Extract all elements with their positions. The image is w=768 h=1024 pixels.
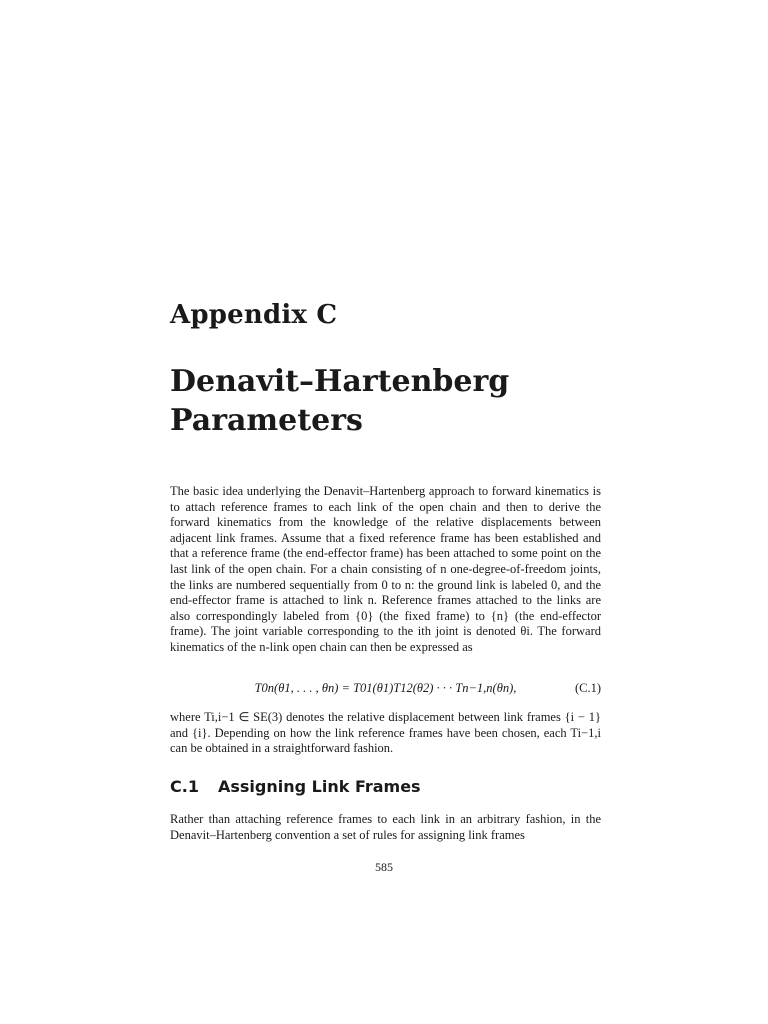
after-equation-text: where Ti,i−1 ∈ SE(3) denotes the relative displacement between link frames {i − 1} and {i}. Depending on how the link reference frames have been chosen, each Ti−1,i can be obtained in a straightforward fashion. bbox=[170, 710, 601, 756]
section-intro-paragraph bbox=[170, 812, 601, 843]
chapter-title: Denavit–Hartenberg Parameters bbox=[170, 364, 510, 438]
section-intro-text: Rather than attaching reference frames to each link in an arbitrary fashion, in the Denavit–Hartenberg convention a set of rules for assigning link frames bbox=[170, 812, 601, 842]
after-equation-paragraph bbox=[170, 710, 601, 757]
section-title: Assigning Link Frames bbox=[218, 777, 421, 796]
equation-number: (C.1) bbox=[574, 681, 601, 695]
intro-paragraph-text: The basic idea underlying the Denavit–Hartenberg approach to forward kinematics is to attach reference frames to each link of the open chain and then to derive the forward kinematics from the knowledge of the relative displacements between adjacent link frames. Assume that a fixed reference frame has been established and that a reference frame (the end-effector frame) has been attached to some point on the last link of the open chain. For a chain consisting of n one-degree-of-freedom joints, the links are numbered sequentially from 0 to n: the ground link is labeled 0, and the end-effector frame is attached to link n. Reference frames attached to the links are also correspondingly labeled from {0} (the fixed frame) to {n} (the end-effector frame). The joint variable corresponding to the ith joint is denoted θi. The forward kinematics of the n-link open chain can then be expressed as bbox=[170, 484, 601, 654]
equation-c1 bbox=[170, 681, 601, 699]
appendix-label: Appendix C bbox=[170, 300, 338, 330]
section-number: C.1 bbox=[170, 777, 199, 796]
intro-paragraph bbox=[170, 484, 601, 656]
equation-expression: T0n(θ1, . . . , θn) = T01(θ1)T12(θ2) · · · Tn−1,n(θn), bbox=[254, 681, 517, 695]
section-heading bbox=[170, 777, 421, 796]
page-number: 585 bbox=[375, 860, 393, 874]
